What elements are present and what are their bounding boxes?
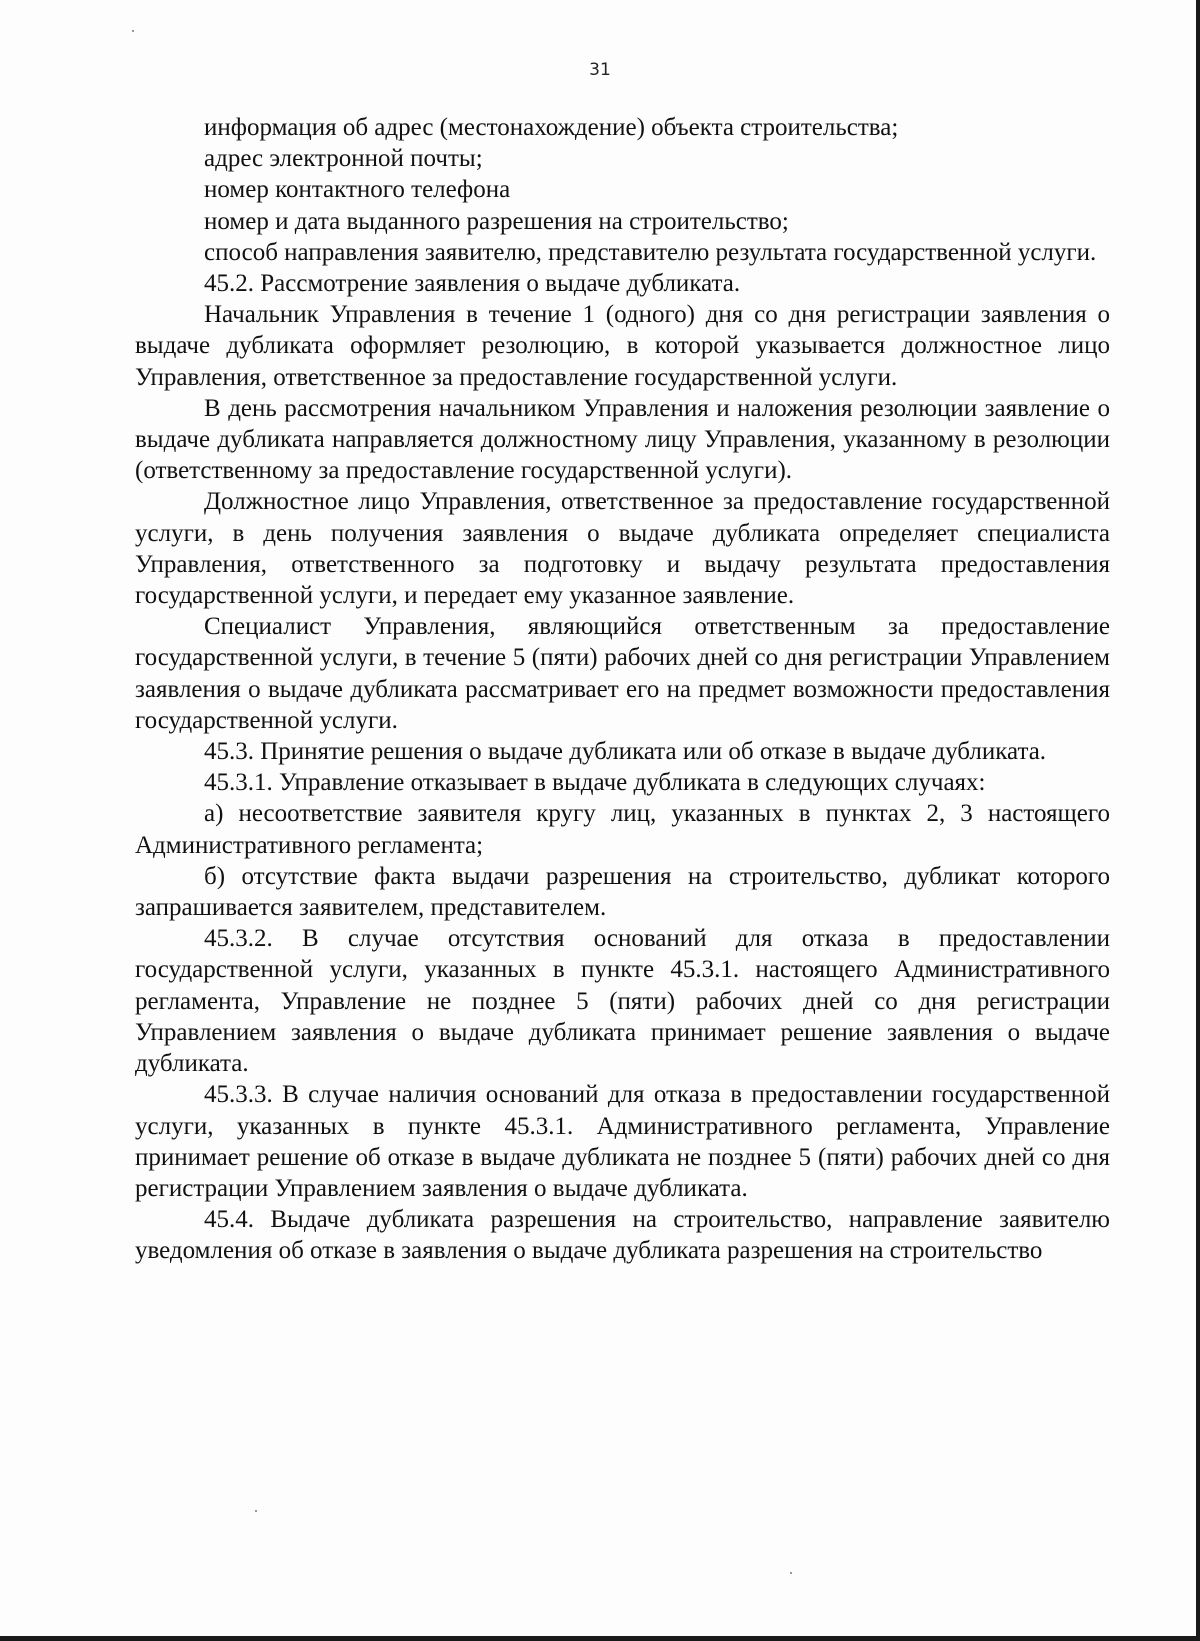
paragraph: 45.3. Принятие решения о выдаче дубликата или об отказе в выдаче дубликата.	[204, 738, 1047, 766]
scan-edge-right	[1196, 0, 1200, 1641]
paragraph: 45.2. Рассмотрение заявления о выдаче дубликата.	[204, 270, 741, 298]
scan-speck	[790, 1572, 792, 1574]
paragraph: 45.3.2. В случае отсутствия оснований для отказа в предоставлении государственной услуги, указанных в пункте 45.3.1. настоящего Административного регламента, Управление не позднее 5 (пяти) рабочих дней со дня регистрации Управлением заявления о выдаче дубликата принимает решение заявления о выдаче дубликата.	[135, 925, 1110, 1078]
paragraph: адрес электронной почты;	[204, 145, 483, 173]
document-body	[135, 112, 1110, 1267]
paragraph: В день рассмотрения начальником Управления и наложения резолюции заявление о выдаче дубликата направляется должностному лицу Управления, указанному в резолюции (ответственному за предоставление государственной услуги).	[135, 394, 1110, 485]
paragraph: а) несоответствие заявителя кругу лиц, указанных в пунктах 2, 3 настоящего Административного регламента;	[135, 800, 1110, 859]
paragraph: 45.4. Выдаче дубликата разрешения на строительство, направление заявителю уведомления об отказе в заявления о выдаче дубликата разрешения на строительство	[135, 1206, 1110, 1265]
paragraph: номер и дата выданного разрешения на строительство;	[204, 207, 789, 235]
scan-speck	[255, 1510, 257, 1512]
scan-speck	[132, 30, 134, 32]
paragraph: б) отсутствие факта выдачи разрешения на строительство, дубликат которого запрашивается заявителем, представителем.	[135, 862, 1110, 922]
paragraph: Специалист Управления, являющийся ответственным за предоставление государственной услуги, в течение 5 (пяти) рабочих дней со дня регистрации Управлением заявления о выдаче дубликата рассматривает его на предмет возможности предоставления государственной услуги.	[135, 613, 1110, 734]
paragraph: способ направления заявителю, представителю результата государственной услуги.	[204, 238, 1097, 266]
paragraph: номер контактного телефона	[204, 176, 511, 204]
paragraph: информация об адрес (местонахождение) объекта строительства;	[204, 114, 899, 141]
page-number: 31	[589, 60, 611, 80]
paragraph: 45.3.3. В случае наличия оснований для отказа в предоставлении государственной услуги, указанных в пункте 45.3.1. Административного регламента, Управление принимает решение об отказе в выдаче дубликата не позднее 5 (пяти) рабочих дней со дня регистрации Управлением заявления о выдаче дубликата.	[135, 1081, 1110, 1202]
paragraph: Должностное лицо Управления, ответственное за предоставление государственной услуги, в день получения заявления о выдаче дубликата определяет специалиста Управления, ответственного за подготовку и выдачу результата предоставления государственной услуги, и передает ему указанное заявление.	[135, 488, 1110, 610]
paragraph: 45.3.1. Управление отказывает в выдаче дубликата в следующих случаях:	[204, 769, 986, 797]
scan-edge-bottom	[0, 1636, 1200, 1641]
paragraph: Начальник Управления в течение 1 (одного) дня со дня регистрации заявления о выдаче дубликата оформляет резолюцию, в которой указывается должностное лицо Управления, ответственное за предоставление государственной услуги.	[135, 301, 1110, 391]
